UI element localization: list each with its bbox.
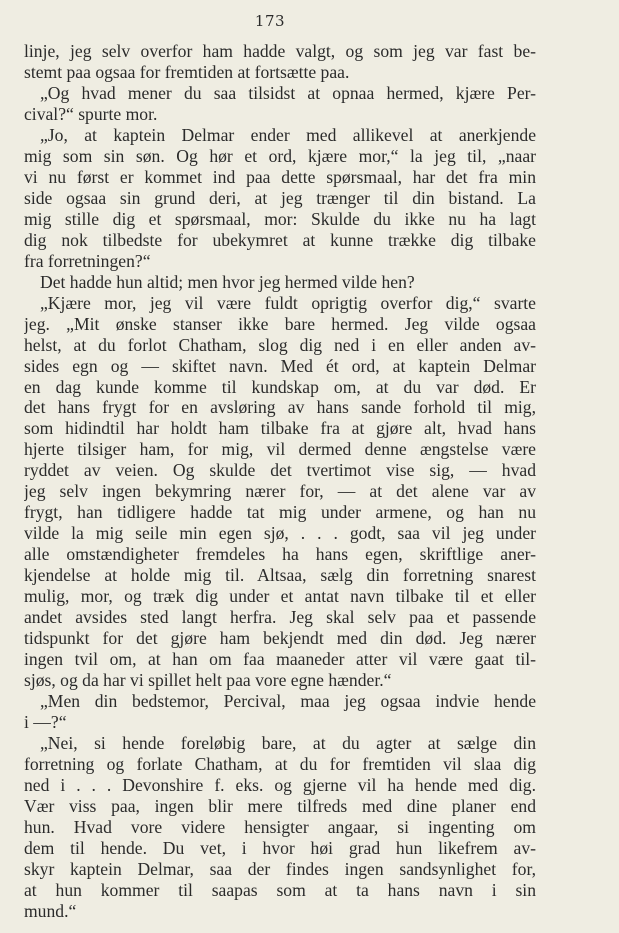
body-text: [24, 41, 536, 922]
text-line: Vær viss paa, ingen blir mere tilfreds med dine planer end: [24, 795, 536, 816]
text-line: ingen tvil om, at han om faa maaneder atter vil være gaat til-: [24, 649, 536, 670]
text-line: jeg. „Mit ønske stanser ikke bare hermed. Jeg vilde ogsaa: [24, 313, 536, 334]
text-line: mig stille dig et spørsmaal, mor: Skulde du ikke nu ha lagt: [24, 208, 536, 229]
text-line: linje, jeg selv overfor ham hadde valgt, og som jeg var fast be-: [24, 41, 536, 61]
text-line: „Men din bedstemor, Percival, maa jeg ogsaa indvie hende: [40, 691, 536, 712]
text-line: „Jo, at kaptein Delmar ender med allikevel at anerkjende: [40, 124, 536, 145]
text-line: det hans frygt for en avsløring av hans sande forhold til mig,: [24, 397, 536, 418]
text-line: side ogsaa sin grund deri, at jeg trænger til din bistand. La: [24, 187, 536, 208]
text-line: forretning og forlate Chatham, at du for fremtiden vil slaa dig: [24, 753, 536, 774]
text-line: mulig, mor, og træk dig under et antat navn tilbake til et eller: [24, 586, 536, 607]
text-line: frygt, han tidligere hadde tat mig under armene, og han nu: [24, 502, 536, 523]
text-line: i —?“: [24, 712, 67, 732]
text-line: kjendelse at holde mig til. Altsaa, sælg din forretning snarest: [24, 565, 536, 586]
text-line: dem til hende. Du vet, i hvor høi grad hun likefrem av-: [24, 837, 536, 858]
text-line: hjerte tilsiger ham, for mig, vil dermed denne ængstelse være: [24, 439, 536, 460]
text-line: mig som sin søn. Og hør et ord, kjære mor,“ la jeg til, „naar: [24, 145, 536, 166]
text-line: fra forretningen?“: [24, 250, 151, 271]
text-line: „Nei, si hende foreløbig bare, at du agter at sælge din: [40, 732, 536, 753]
text-line: cival?“ spurte mor.: [24, 103, 158, 124]
text-line: „Og hvad mener du saa tilsidst at opnaa hermed, kjære Per-: [40, 82, 536, 103]
text-line: sides egn og — skiftet navn. Med ét ord, at kaptein Delmar: [24, 355, 536, 376]
text-line: skyr kaptein Delmar, saa der findes ingen sandsynlighet for,: [24, 858, 536, 879]
text-line: helst, at du forlot Chatham, slog dig ned i en eller anden av-: [24, 334, 536, 355]
text-line: andet avsides sted langt herfra. Jeg skal selv paa et passende: [24, 607, 536, 628]
text-line: „Kjære mor, jeg vil være fuldt oprigtig overfor dig,“ svarte: [40, 292, 536, 313]
text-line: vi nu først er kommet ind paa dette spørsmaal, har det fra min: [24, 166, 536, 187]
text-line: ryddet av veien. Og skulde det tvertimot vise sig, — hvad: [24, 460, 536, 481]
text-line: Det hadde hun altid; men hvor jeg hermed vilde hen?: [40, 271, 415, 292]
text-line: dig nok tilbedste for ubekymret at kunne trække dig tilbake: [24, 229, 536, 250]
text-line: ned i . . . Devonshire f. eks. og gjerne vil ha hende med dig.: [24, 774, 536, 795]
text-line: stemt paa ogsaa for fremtiden at fortsætte paa.: [24, 61, 350, 82]
text-line: som hidindtil har holdt ham tilbake fra at gjøre alt, hvad hans: [24, 418, 536, 439]
text-line: mund.“: [24, 900, 77, 921]
page-number: 173: [254, 12, 286, 30]
text-line: jeg selv ingen bekymring nærer for, — at det alene var av: [24, 481, 536, 502]
text-line: sjøs, og da har vi spillet helt paa vore egne hænder.“: [24, 670, 392, 691]
text-line: tidspunkt for det gjøre ham bekjendt med din død. Jeg nærer: [24, 628, 536, 649]
text-line: en dag kunde komme til kundskap om, at du var død. Er: [24, 376, 536, 397]
text-line: at hun kommer til saapas som at ta hans navn i sin: [24, 879, 536, 900]
text-line: hun. Hvad vore videre hensigter angaar, si ingenting om: [24, 816, 536, 837]
text-line: vilde la mig seile min egen sjø, . . . godt, saa vil jeg under: [24, 523, 536, 544]
text-line: alle omstændigheter fremdeles ha hans egen, skriftlige aner-: [24, 544, 536, 565]
